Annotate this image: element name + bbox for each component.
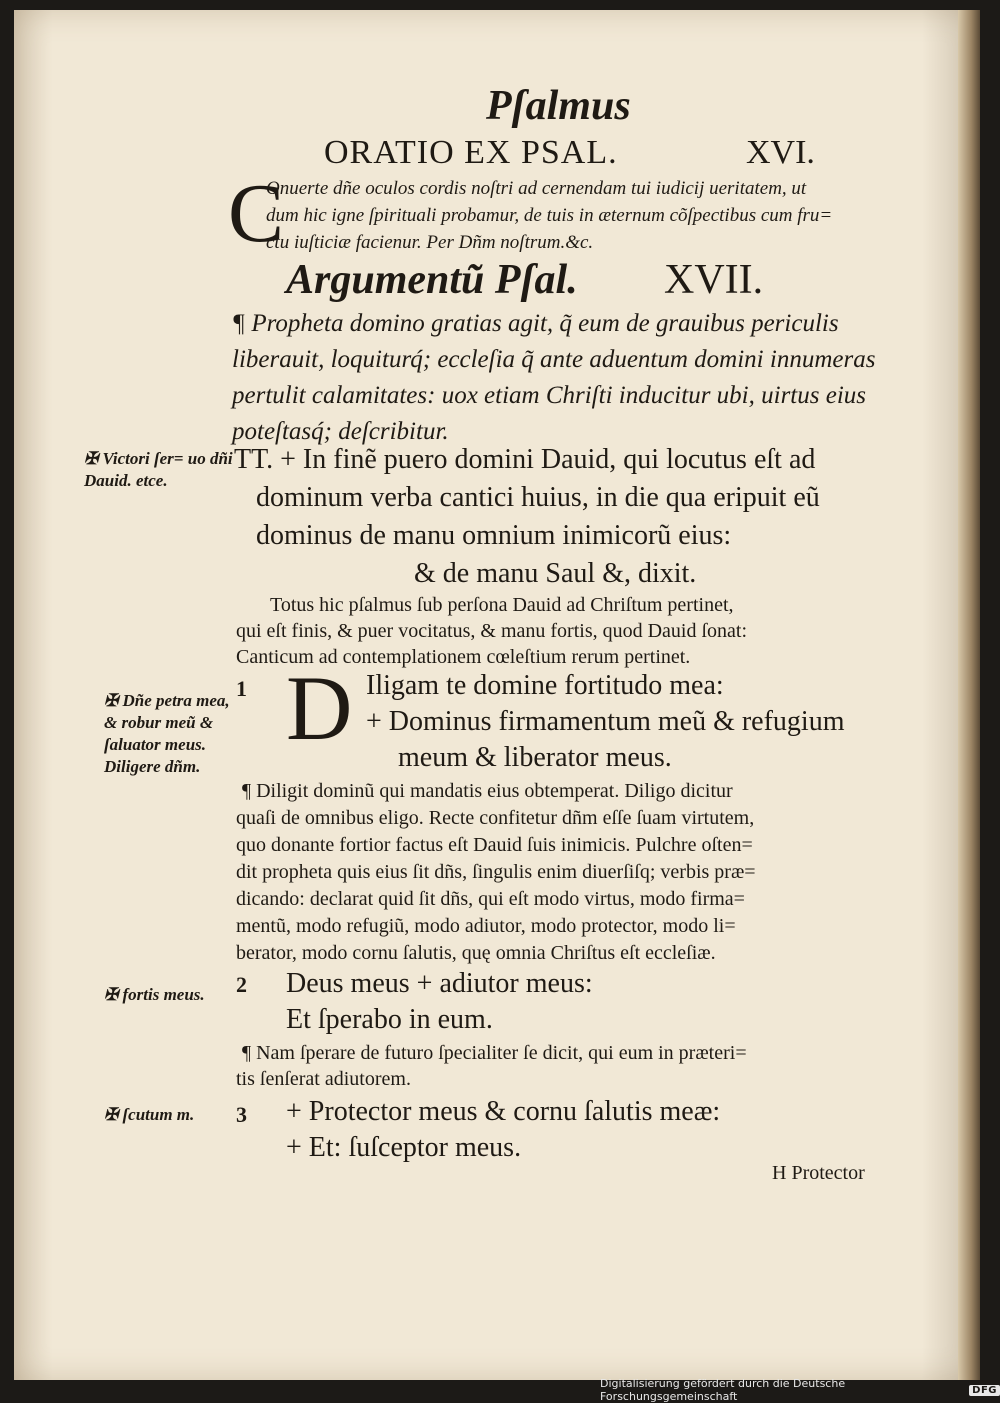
title-verse-line-4: & de manu Saul &, dixit. bbox=[414, 558, 697, 589]
book-spine bbox=[958, 10, 980, 1380]
verse1-line-2: + Dominus firmamentum meũ & refugium bbox=[366, 706, 845, 737]
verse2-line-1: Deus meus + adiutor meus: bbox=[286, 968, 593, 999]
totus-line-2: qui eſt finis, & puer vocitatus, & manu fortis, quod Dauid ſonat: bbox=[236, 620, 748, 642]
book-page bbox=[14, 10, 980, 1380]
verse1-dropcap: D bbox=[286, 657, 353, 759]
commentary1-line-7: berator, modo cornu ſalutis, quę omnia Chriſtus eſt eccleſiæ. bbox=[236, 942, 716, 964]
commentary1-line-1: ¶ Diligit dominũ qui mandatis eius obtemperat. Diligo dicitur bbox=[242, 780, 733, 802]
commentary2-line-2: tis ſenſerat adiutorem. bbox=[236, 1068, 411, 1090]
verse1-line-3: meum & liberator meus. bbox=[398, 742, 672, 773]
verse2-line-2: Et ſperabo in eum. bbox=[286, 1004, 493, 1035]
argument-line-3: pertulit calamitates: uox etiam Chriſti inducitur ubi, uirtus eius bbox=[232, 382, 866, 409]
commentary2-line-1: ¶ Nam ſperare de futuro ſpecialiter ſe dicit, qui eum in præteri= bbox=[242, 1042, 747, 1064]
verse2-number: 2 bbox=[236, 972, 247, 997]
oratio-line-1: Onuerte dñe oculos cordis noſtri ad cernendam tui iudicij ueritatem, ut bbox=[266, 178, 807, 199]
commentary1-line-5: dicando: declarat quid ſit dñs, qui eſt modo virtus, modo firma= bbox=[236, 888, 745, 910]
argument-title: Argumentũ Pſal. bbox=[286, 257, 578, 303]
commentary1-line-2: quaſi de omnibus eligo. Recte confitetur dñm eſſe ſuam virtutem, bbox=[236, 807, 755, 829]
argument-line-1: ¶ Propheta domino gratias agit, q̃ eum de grauibus periculis bbox=[232, 310, 839, 337]
digitization-footer bbox=[600, 1377, 1000, 1403]
verse3-line-2: + Et: ſuſceptor meus. bbox=[286, 1132, 522, 1163]
margin-note-victori: ✠ Victori ſer= uo dñi Dauid. etce. bbox=[84, 449, 233, 490]
argument-line-4: poteſtasq́; deſcribitur. bbox=[232, 418, 449, 445]
oratio-dropcap: C bbox=[228, 167, 285, 260]
commentary1-line-3: quo donante fortior factus eſt Dauid ſuis inimicis. Pulchre oſten= bbox=[236, 834, 753, 856]
totus-line-1: Totus hic pſalmus ſub perſona Dauid ad Chriſtum pertinet, bbox=[270, 594, 734, 616]
title-verse-line-2: dominum verba cantici huius, in die qua eripuit eũ bbox=[256, 482, 820, 513]
commentary1-line-4: dit propheta quis eius ſit dñs, ſingulis enim diuerſiſq; verbis præ= bbox=[236, 861, 756, 883]
margin-note-fortis: ✠ fortis meus. bbox=[104, 985, 205, 1004]
oratio-number: XVI. bbox=[746, 134, 815, 171]
running-head: Pſalmus bbox=[486, 83, 631, 129]
oratio-title: ORATIO EX PSAL. bbox=[324, 134, 618, 171]
verse1-line-1: Iligam te domine fortitudo mea: bbox=[366, 670, 724, 701]
catchword: H Protector bbox=[772, 1162, 865, 1184]
totus-line-3: Canticum ad contemplationem cœleſtium rerum pertinet. bbox=[236, 646, 691, 668]
footer-text: Digitalisierung gefördert durch die Deutsche Forschungsgemeinschaft bbox=[600, 1377, 846, 1403]
argument-number: XVII. bbox=[664, 257, 764, 303]
argument-line-2: liberauit, loquiturq́; eccleſia q̃ ante aduentum domini innumeras bbox=[232, 346, 876, 373]
verse3-line-1: + Protector meus & cornu ſalutis meæ: bbox=[286, 1096, 721, 1127]
title-verse-line-1: TT. + In finẽ puero domini Dauid, qui locutus eſt ad bbox=[234, 444, 816, 475]
oratio-line-2: dum hic igne ſpirituali probamur, de tuis in æternum cõſpectibus cum fru= bbox=[266, 205, 833, 226]
dfg-logo-icon: DFG bbox=[969, 1385, 1000, 1396]
title-verse-line-3: dominus de manu omnium inimicorũ eius: bbox=[256, 520, 732, 551]
verse3-number: 3 bbox=[236, 1102, 247, 1127]
verse1-number: 1 bbox=[236, 676, 247, 701]
margin-note-petra: ✠ Dñe petra mea, & robur meũ & ſaluator meus. Diligere dñm. bbox=[104, 691, 230, 776]
oratio-line-3: ctu iuſticiæ facienur. Per Dñm noſtrum.&c. bbox=[266, 232, 594, 253]
commentary1-line-6: mentũ, modo refugiũ, modo adiutor, modo protector, modo li= bbox=[236, 915, 736, 937]
margin-note-scutum: ✠ ſcutum m. bbox=[104, 1105, 195, 1124]
